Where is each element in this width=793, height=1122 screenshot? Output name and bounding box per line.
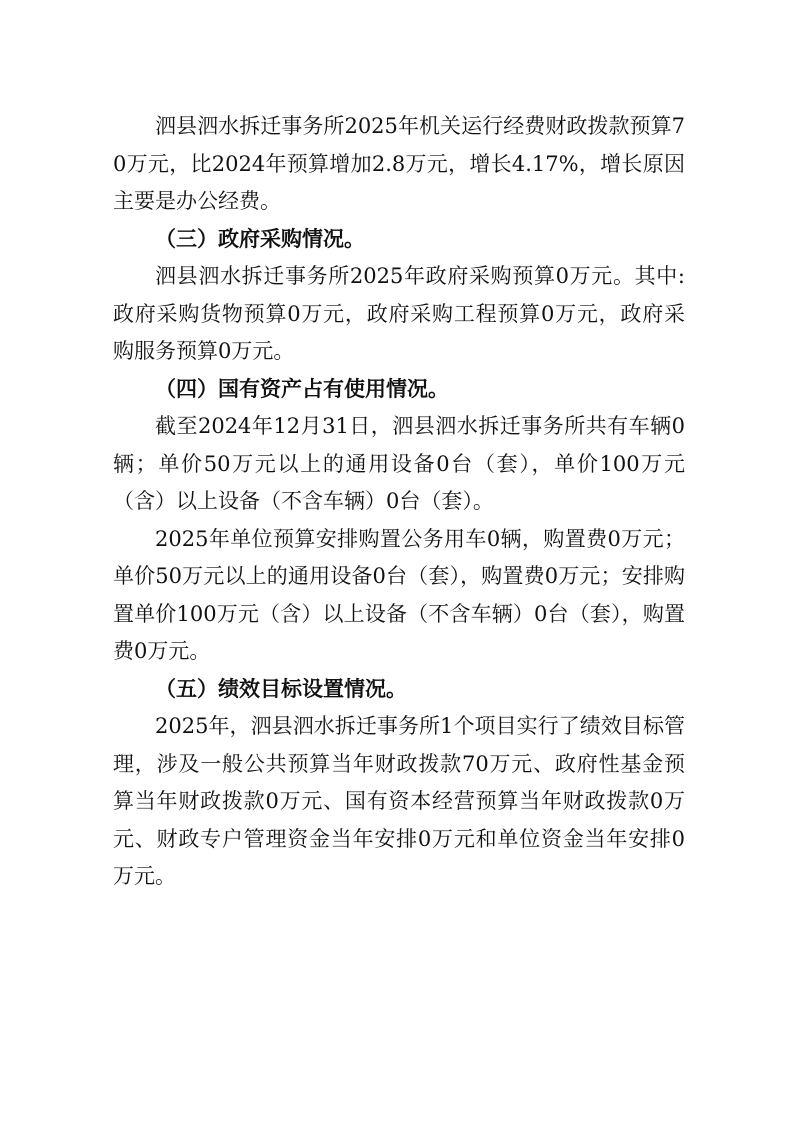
paragraph-assets-owned: 截至2024年12月31日，泗县泗水拆迁事务所共有车辆0辆；单价50万元以上的通用设备0台（套），单价100万元（含）以上设备（不含车辆）0台（套）。 <box>113 414 685 513</box>
section-heading-state-assets: （四）国有资产占有使用情况。 <box>155 376 449 401</box>
paragraph-operating-expenses: 泗县泗水拆迁事务所2025年机关运行经费财政拨款预算70万元，比2024年预算增加2.8万元，增长4.17%，增长原因主要是办公经费。 <box>113 114 685 213</box>
section-heading-procurement: （三）政府采购情况。 <box>155 226 365 251</box>
section-heading-performance: （五）绩效目标设置情况。 <box>155 676 407 701</box>
document-body <box>113 108 685 896</box>
paragraph-performance: 2025年，泗县泗水拆迁事务所1个项目实行了绩效目标管理，涉及一般公共预算当年财政拨款70万元、政府性基金预算当年财政拨款0万元、国有资本经营预算当年财政拨款0万元、财政专户管理资金当年安排0万元和单位资金当年安排0万元。 <box>113 714 685 888</box>
paragraph-assets-purchase: 2025年单位预算安排购置公务用车0辆，购置费0万元；单价50万元以上的通用设备0台（套），购置费0万元；安排购置单价100万元（含）以上设备（不含车辆）0台（套），购置费0万元。 <box>113 526 685 663</box>
paragraph-procurement: 泗县泗水拆迁事务所2025年政府采购预算0万元。其中:政府采购货物预算0万元，政府采购工程预算0万元，政府采购服务预算0万元。 <box>113 264 685 363</box>
